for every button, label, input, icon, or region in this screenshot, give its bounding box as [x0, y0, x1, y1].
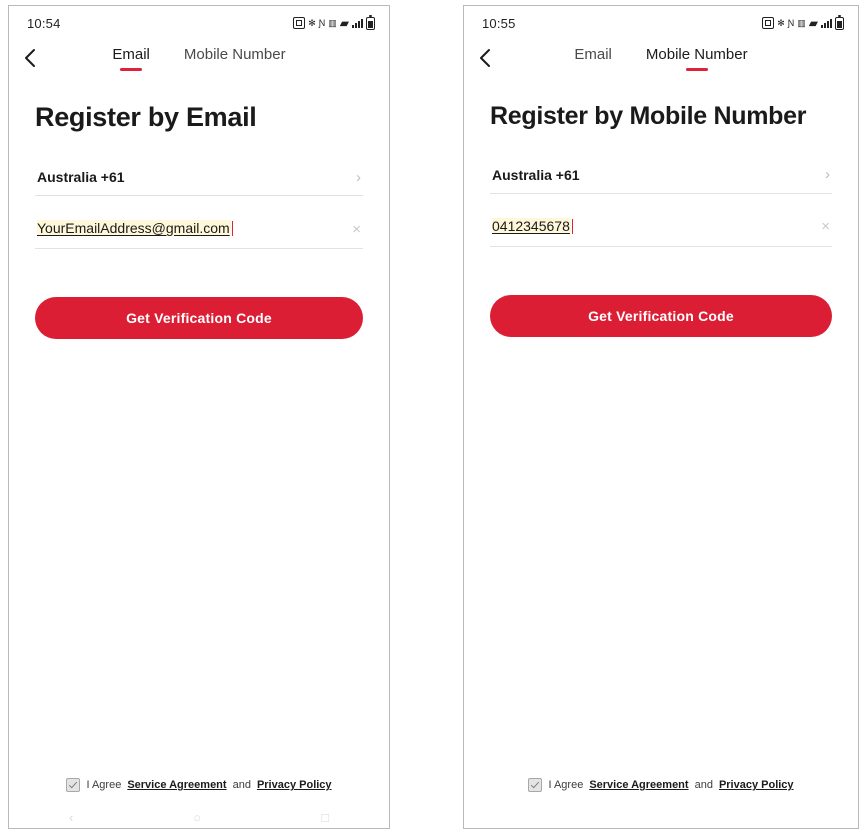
country-value: Australia +61 — [492, 166, 580, 183]
nfc-icon: Ɲ — [787, 17, 795, 28]
country-selector[interactable] — [490, 161, 832, 194]
nfc-icon: Ɲ — [318, 17, 326, 28]
back-button[interactable] — [23, 43, 49, 73]
phone-screen-mobile — [463, 5, 859, 829]
text-caret — [572, 219, 573, 234]
mobile-input-value[interactable]: 0412345678 — [492, 217, 570, 234]
battery-icon — [835, 17, 844, 30]
agreement-prefix: I Agree — [548, 779, 584, 791]
tab-mobile-number[interactable]: Mobile Number — [183, 45, 286, 63]
privacy-policy-link[interactable]: Privacy Policy — [256, 779, 332, 791]
form-content — [464, 102, 858, 337]
mobile-input-wrap[interactable] — [492, 218, 573, 236]
tab-mobile-number[interactable]: Mobile Number — [646, 46, 748, 71]
email-field[interactable] — [35, 214, 363, 249]
alarm-icon — [293, 17, 305, 29]
privacy-policy-link[interactable]: Privacy Policy — [718, 779, 794, 791]
agreement-prefix: I Agree — [86, 779, 122, 791]
status-time: 10:54 — [27, 15, 61, 31]
bluetooth-icon: ✻ — [777, 17, 785, 28]
service-agreement-link[interactable]: Service Agreement — [589, 779, 689, 791]
country-selector[interactable] — [35, 163, 363, 196]
agreement-checkbox[interactable] — [66, 778, 80, 792]
service-agreement-link[interactable]: Service Agreement — [127, 779, 227, 791]
status-icon-group — [293, 17, 375, 30]
tab-bar — [9, 46, 389, 71]
clear-icon[interactable]: × — [821, 218, 830, 236]
agreement-checkbox[interactable] — [528, 778, 542, 792]
clear-icon[interactable]: × — [352, 220, 361, 238]
get-verification-code-button[interactable]: Get Verification Code — [35, 297, 363, 339]
battery-icon — [366, 17, 375, 30]
wifi-icon: ▰ — [808, 16, 818, 30]
chevron-right-icon[interactable]: › — [356, 168, 361, 186]
mobile-number-field[interactable] — [490, 212, 832, 247]
bluetooth-icon: ✻ — [308, 17, 316, 28]
back-button[interactable] — [478, 43, 504, 73]
system-recents-icon[interactable]: □ — [321, 809, 329, 825]
system-navigation-bar — [9, 808, 389, 826]
email-input-value[interactable]: YourEmailAddress@gmail.com — [37, 220, 230, 237]
agreement-row — [9, 778, 389, 792]
chevron-right-icon[interactable]: › — [825, 166, 830, 184]
email-input-wrap[interactable] — [37, 220, 233, 238]
alarm-icon — [762, 17, 774, 29]
agreement-conjunction: and — [694, 779, 713, 791]
agreement-conjunction: and — [232, 779, 251, 791]
agreement-row — [464, 778, 858, 792]
vibrate-icon: ▥ — [797, 17, 806, 28]
get-verification-code-button[interactable]: Get Verification Code — [490, 295, 832, 337]
system-home-icon[interactable]: ○ — [193, 809, 202, 825]
page-title: Register by Mobile Number — [490, 102, 807, 130]
navigation-bar — [9, 36, 389, 80]
form-content — [9, 102, 389, 339]
navigation-bar — [464, 36, 858, 80]
wifi-icon: ▰ — [339, 16, 349, 30]
page-title: Register by Email — [35, 102, 257, 132]
status-time: 10:55 — [482, 15, 516, 31]
signal-icon — [352, 18, 363, 28]
tab-bar — [464, 46, 858, 71]
tab-email[interactable]: Email — [112, 46, 150, 71]
system-back-icon[interactable]: ‹ — [68, 809, 74, 825]
status-icon-group — [762, 17, 844, 30]
phone-screen-email — [8, 5, 390, 829]
tab-email[interactable]: Email — [574, 45, 612, 63]
country-value: Australia +61 — [37, 169, 125, 186]
text-caret — [232, 221, 233, 236]
status-bar — [9, 6, 389, 36]
vibrate-icon: ▥ — [328, 17, 337, 28]
status-bar — [464, 6, 858, 36]
signal-icon — [821, 18, 832, 28]
